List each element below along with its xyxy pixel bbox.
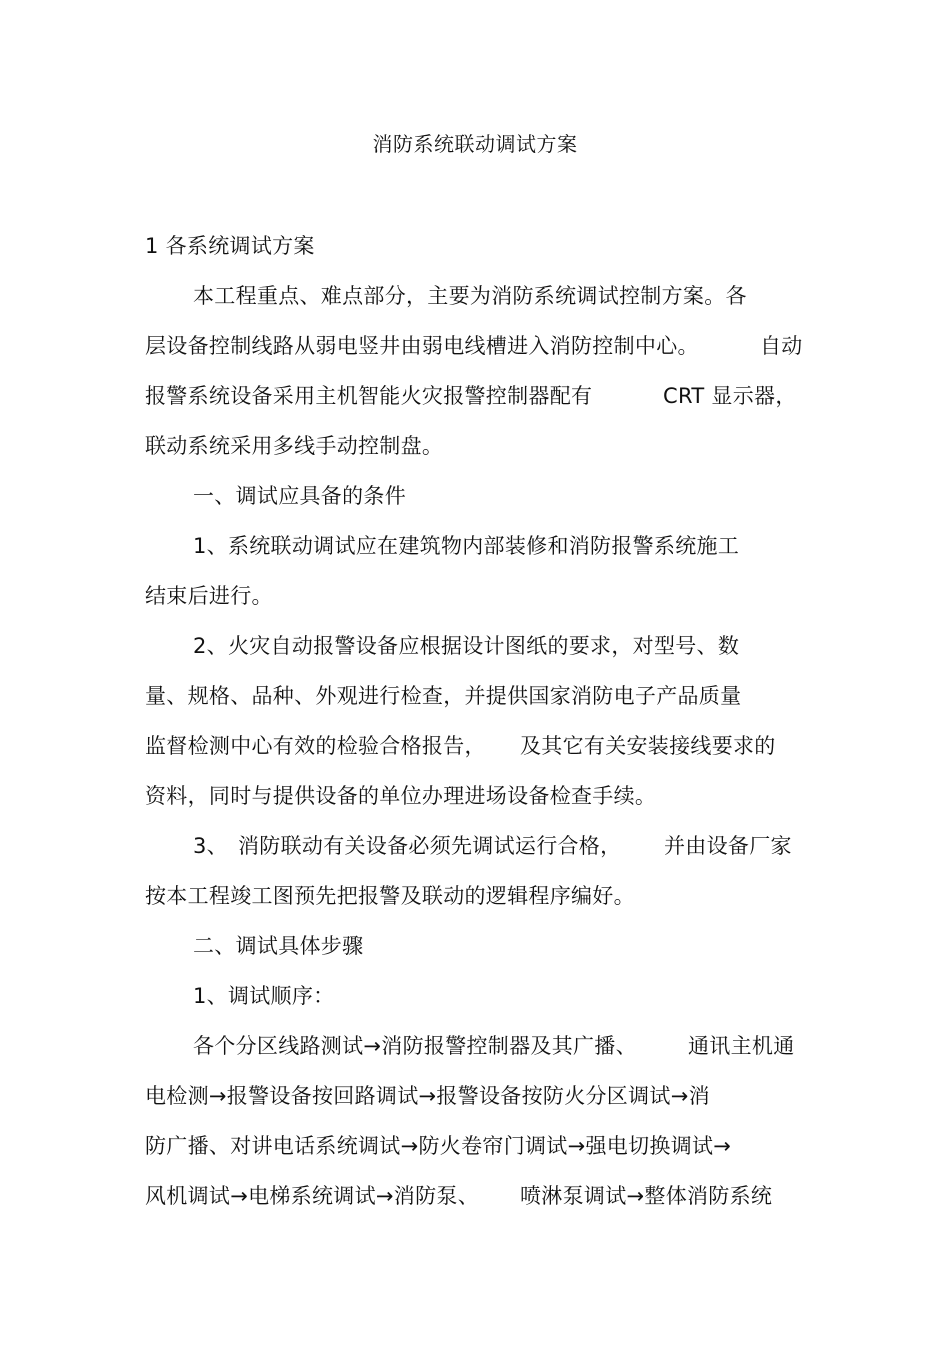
paragraph-line-fragment: 通讯主机通 (688, 1034, 795, 1058)
paragraph-line-fragment: 自动 (760, 334, 803, 358)
paragraph-line: 本工程重点、难点部分，主要为消防系统调试控制方案。各 (193, 284, 747, 308)
paragraph-line: 结束后进行。 (145, 584, 273, 608)
paragraph-line: 1、调试顺序： (193, 984, 335, 1008)
paragraph-line: 量、规格、品种、外观进行检查，并提供国家消防电子产品质量 (145, 684, 742, 708)
paragraph-line: 2、火灾自动报警设备应根据设计图纸的要求，对型号、数 (193, 634, 740, 658)
list-number: 3、 (193, 834, 228, 858)
paragraph-line-fragment: 及其它有关安装接线要求的 (520, 734, 776, 758)
paragraph-line-fragment: 并由设备厂家 (664, 834, 792, 858)
paragraph-line: 报警系统设备采用主机智能火灾报警控制器配有 (145, 384, 593, 408)
subsection-heading: 二、调试具体步骤 (193, 934, 364, 958)
paragraph-line: 防广播、对讲电话系统调试→防火卷帘门调试→强电切换调试→ (145, 1134, 732, 1158)
paragraph-line: 层设备控制线路从弱电竖井由弱电线槽进入消防控制中心。 (145, 334, 699, 358)
paragraph-line: 电检测→报警设备按回路调试→报警设备按防火分区调试→消 (145, 1084, 710, 1108)
paragraph-line-fragment: 消防联动有关设备必须先调试运行合格， (238, 834, 622, 858)
paragraph-line: 资料，同时与提供设备的单位办理进场设备检查手续。 (145, 784, 657, 808)
paragraph-line: 各个分区线路测试→消防报警控制器及其广播、 (193, 1034, 637, 1058)
paragraph-line: 按本工程竣工图预先把报警及联动的逻辑程序编好。 (145, 884, 635, 908)
paragraph-line: 监督检测中心有效的检验合格报告， (145, 734, 486, 758)
section-heading: 1 各系统调试方案 (145, 234, 315, 258)
paragraph-line: 1、系统联动调试应在建筑物内部装修和消防报警系统施工 (193, 534, 740, 558)
paragraph-line-fragment: CRT 显示器， (663, 384, 797, 408)
paragraph-line: 风机调试→电梯系统调试→消防泵、 (145, 1184, 479, 1208)
paragraph-line: 联动系统采用多线手动控制盘。 (145, 434, 444, 458)
subsection-heading: 一、调试应具备的条件 (193, 484, 406, 508)
document-title: 消防系统联动调试方案 (372, 132, 578, 156)
paragraph-line-fragment: 喷淋泵调试→整体消防系统 (520, 1184, 773, 1208)
